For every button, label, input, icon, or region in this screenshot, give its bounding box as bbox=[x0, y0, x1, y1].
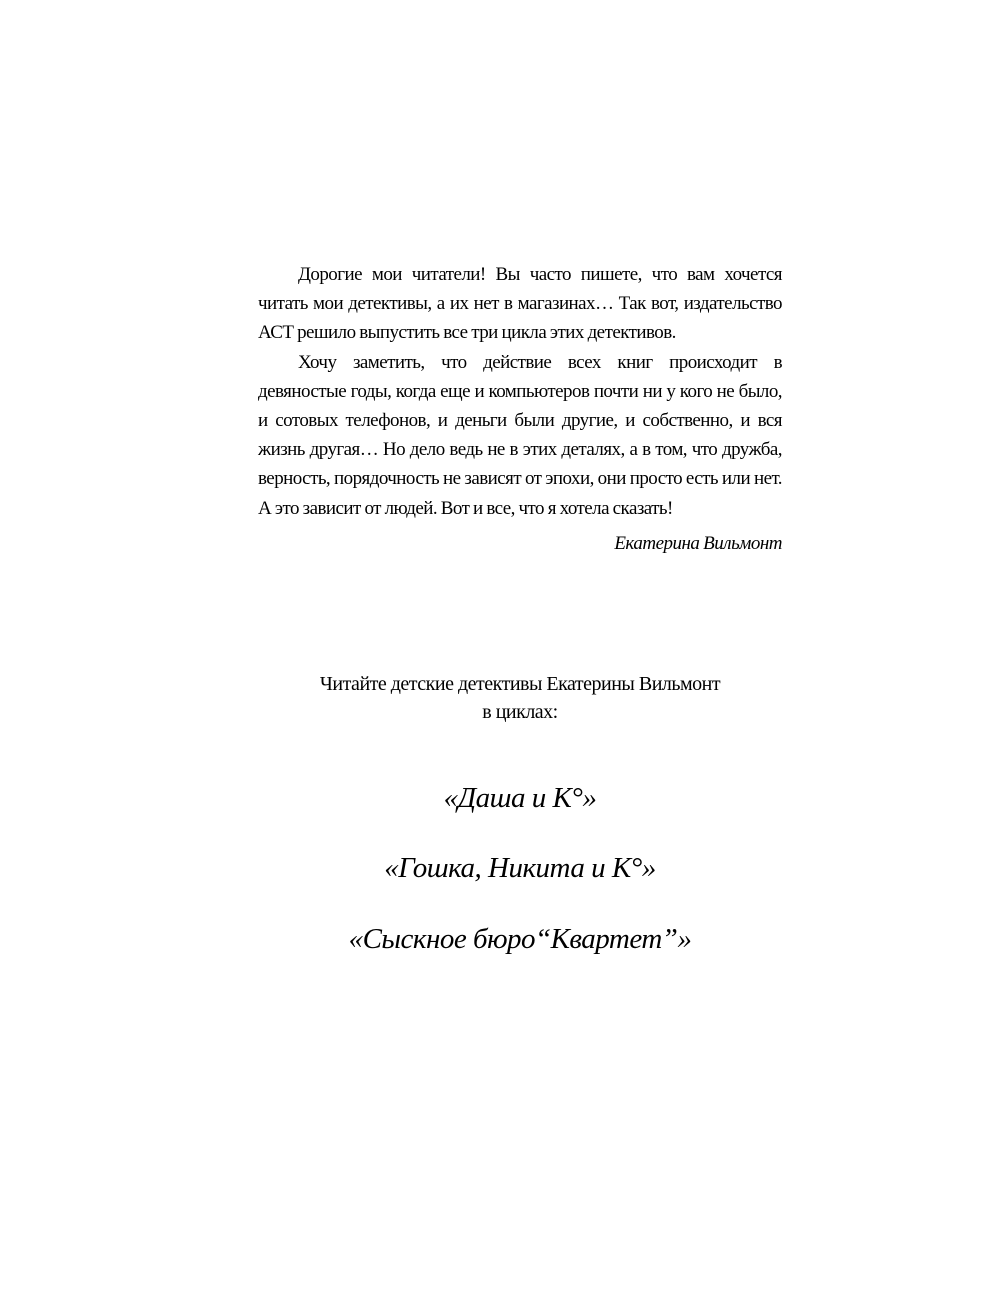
series-title-kvartet: «Сыскное бюро“Квартет”» bbox=[348, 923, 692, 955]
series-title-goshka-nikita: «Гошка, Никита и К°» bbox=[384, 852, 656, 884]
invitation-line-1: Читайте детские детективы Екатерины Вильмонт bbox=[319, 673, 721, 695]
series-title-dasha: «Даша и К°» bbox=[443, 782, 597, 814]
author-letter bbox=[258, 260, 782, 558]
invitation-line-2: в циклах: bbox=[482, 701, 558, 723]
author-signature: Екатерина Вильмонт bbox=[614, 532, 782, 554]
letter-paragraph-1: Дорогие мои читатели! Вы часто пишете, что вам хочется читать мои детективы, а их нет в магазинах… Так вот, издательство АСТ решило выпустить все три цикла этих детективов. bbox=[258, 264, 782, 344]
letter-paragraph-2: Хочу заметить, что действие всех книг происходит в девяностые годы, когда еще и компьютеров почти ни у кого не было, и сотовых телефонов, и деньги были другие, и собственно, и вся жизнь другая… Но дело ведь не в этих деталях, а в том, что дружба, верность, порядочность не зависят от эпохи, они просто есть или нет. А это зависит от людей. Вот и все, что я хотела сказать! bbox=[258, 351, 782, 519]
series-invitation bbox=[200, 670, 840, 726]
